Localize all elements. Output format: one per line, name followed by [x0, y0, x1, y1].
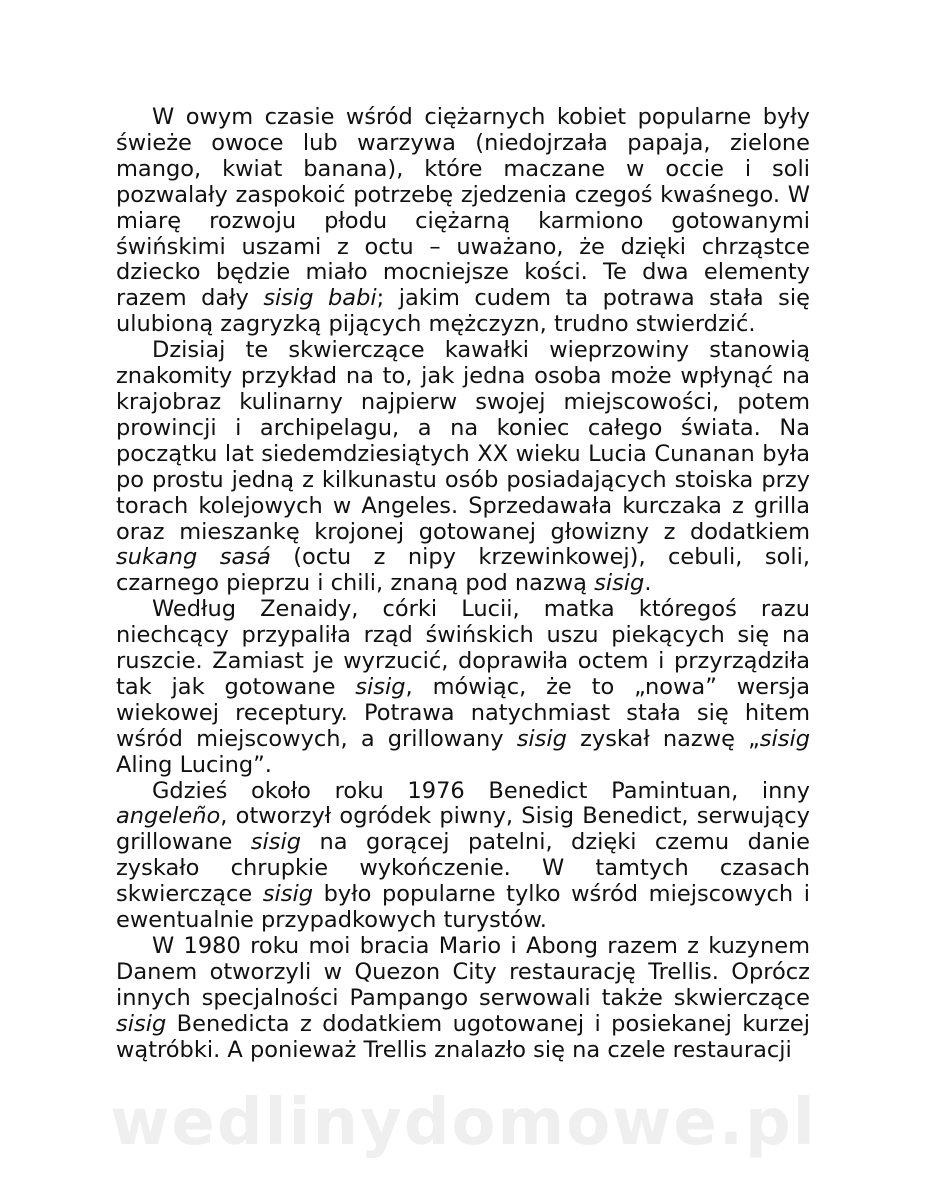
text-run: , otworzył ogródek piwny, Sisig Benedict, serwujący grillowane: [116, 803, 810, 856]
text-run: Według Zenaidy, córki Lucii, matka któregoś razu niechcący przypaliła rząd świńskich uszu piekących się na ruszcie. Zamiast je wyrzucić, doprawiła octem i przyrządziła tak jak gotowane: [116, 596, 810, 700]
text-run: było popularne tylko wśród miejscowych i ewentualnie przypadkowych turystów.: [116, 881, 811, 934]
paragraph-3: [116, 597, 810, 778]
page-body-text: [116, 105, 810, 1064]
italic-term: sisig: [759, 725, 810, 752]
text-run: Dzisiaj te skwierczące kawałki wieprzowiny stanowią znakomity przykład na to, jak jedna osoba może wpłynąć na krajobraz kulinarny najpierw swojej miejscowości, potem prowincji i archipelagu, a na koniec całego świata. Na początku lat siedemdziesiątych XX wieku Lucia Cunanan była po prostu jedną z kilkunastu osób posiadających stoiska przy torach kolejowych w Angeles. Sprzedawała kurczaka z grilla oraz mieszankę krojonej gotowanej głowizny z dodatkiem: [116, 337, 810, 545]
paragraph-2: [116, 338, 810, 597]
text-run: W owym czasie wśród ciężarnych kobiet popularne były świeże owoce lub warzywa (niedojrzała papaja, zielone mango, kwiat banana), które maczane w occie i soli pozwalały zaspokoić potrzebę zjedzenia czegoś kwaśnego. W miarę rozwoju płodu ciężarną karmiono gotowanymi świńskimi uszami z octu – uważano, że dzięki chrząstce dziecko będzie miało mocniejsze kości. Te dwa elementy razem dały: [116, 104, 810, 312]
text-run: Aling Lucing”.: [116, 751, 272, 778]
paragraph-1: [116, 105, 810, 338]
paragraph-4: [116, 779, 810, 934]
italic-term: sisig babi: [263, 285, 377, 312]
text-run: .: [644, 570, 652, 597]
text-run: W 1980 roku moi bracia Mario i Abong razem z kuzynem Danem otworzyli w Quezon City restaurację Trellis. Oprócz innych specjalności Pampango serwowali także skwierczące: [116, 933, 810, 1011]
text-run: Benedicta z dodatkiem ugotowanej i posiekanej kurzej wątróbki. A ponieważ Trellis znalazło się na czele restauracji: [116, 1010, 810, 1063]
italic-term: angeleño: [116, 803, 221, 830]
italic-term: sisig: [262, 881, 314, 908]
italic-term: sisig: [355, 673, 406, 700]
italic-term: sisig: [250, 829, 302, 856]
text-run: na gorącej patelni, dzięki czemu danie zyskało chrupkie wykończenie. W tamtych czasach skwierczące: [116, 829, 811, 908]
paragraph-5: [116, 934, 810, 1064]
text-run: (octu z nipy krzewinkowej), cebuli, soli, czarnego pieprzu i chili, znaną pod nazwą: [116, 544, 810, 597]
watermark-text: wedlinydomowe.pl: [110, 1086, 817, 1160]
italic-term: sisig: [594, 570, 645, 597]
text-run: , mówiąc, że to „nowa” wersja wiekowej receptury. Potrawa natychmiast stała się hitem wśród miejscowych, a grillowany: [116, 673, 810, 752]
text-run: ; jakim cudem ta potrawa stała się ulubioną zagryzką pijących mężczyzn, trudno stwierdzić.: [116, 285, 810, 338]
italic-term: sisig: [516, 725, 567, 752]
text-run: zyskał nazwę „: [566, 725, 760, 752]
text-run: Gdzieś około roku 1976 Benedict Pamintuan, inny: [152, 777, 810, 804]
italic-term: sukang sasá: [116, 544, 271, 571]
italic-term: sisig: [116, 1010, 167, 1037]
